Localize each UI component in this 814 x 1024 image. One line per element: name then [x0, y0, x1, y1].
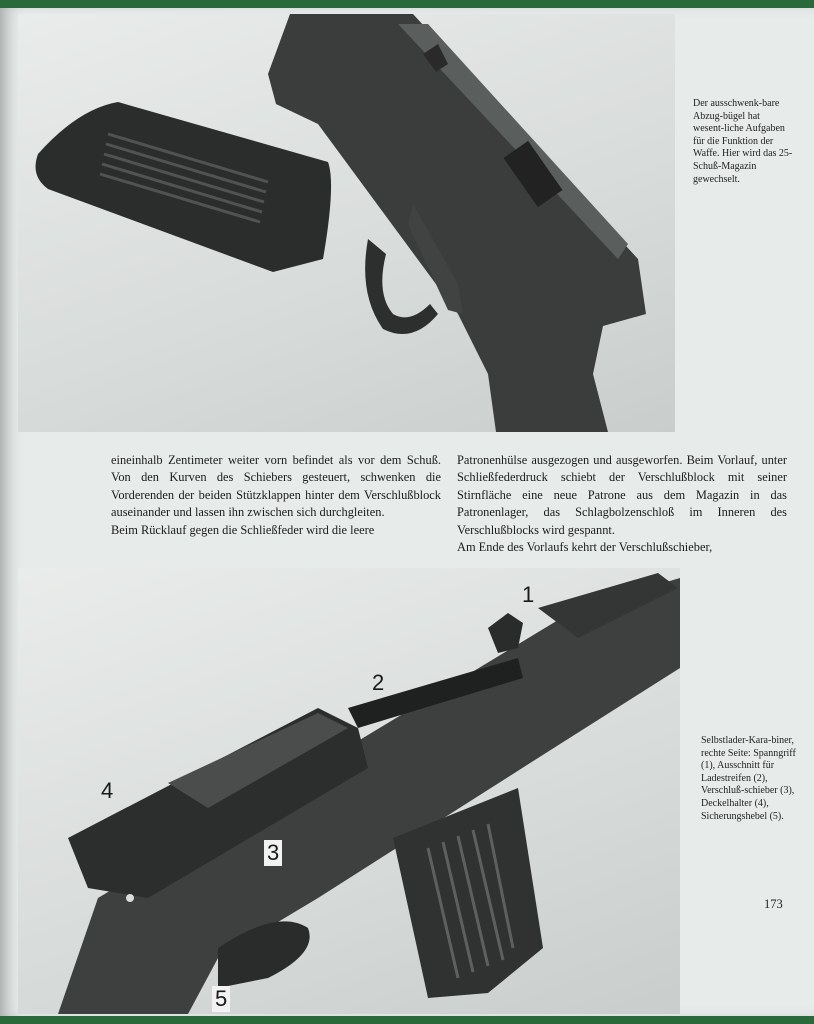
- magazine-change-illustration: [18, 14, 675, 432]
- text-column-right: [457, 452, 787, 556]
- label-5: 5: [212, 986, 230, 1012]
- page-number: 173: [764, 897, 783, 911]
- photo-magazine-change: [18, 14, 675, 432]
- paragraph: eineinhalb Zentimeter weiter vorn befindet als vor dem Schuß. Von den Kurven des Schiebers gesteuert, schwenken die Vorderenden der beiden Stützklappen hinter dem Verschlußblock auseinander und lassen ihn zwischen sich durchgleiten.: [111, 453, 441, 520]
- carbine-illustration: [18, 568, 680, 1014]
- label-4: 4: [101, 778, 114, 803]
- paragraph: Patronenhülse ausgezogen und ausgeworfen. Beim Vorlauf, unter Schließfederdruck schiebt der Verschlußblock mit seiner Stirnfläche eine neue Patrone aus dem Magazin in das Patronenlager, das Schlagbolzenschloß im Inneren des Verschlußblocks wird gespannt.: [457, 453, 787, 537]
- label-2: 2: [372, 670, 385, 695]
- photo-carbine-right-side: [18, 568, 680, 1014]
- paragraph: Am Ende des Vorlaufs kehrt der Verschlußschieber,: [457, 540, 713, 555]
- caption-bottom: Selbstlader-Kara-biner, rechte Seite: Spanngriff (1), Ausschnitt für Ladestreifen (2), Verschluß-schieber (3), Deckelhalter (4), Sicherungshebel (5).: [701, 735, 796, 822]
- paragraph: Beim Rücklauf gegen die Schließfeder wird die leere: [111, 522, 375, 537]
- label-3: 3: [264, 840, 282, 866]
- caption-top: Der ausschwenk-bare Abzug-bügel hat wesent-liche Aufgaben für die Funktion der Waffe. Hier wird das 25-Schuß-Magazin gewechselt.: [693, 98, 793, 185]
- label-1: 1: [522, 582, 535, 607]
- text-column-left: [111, 452, 441, 539]
